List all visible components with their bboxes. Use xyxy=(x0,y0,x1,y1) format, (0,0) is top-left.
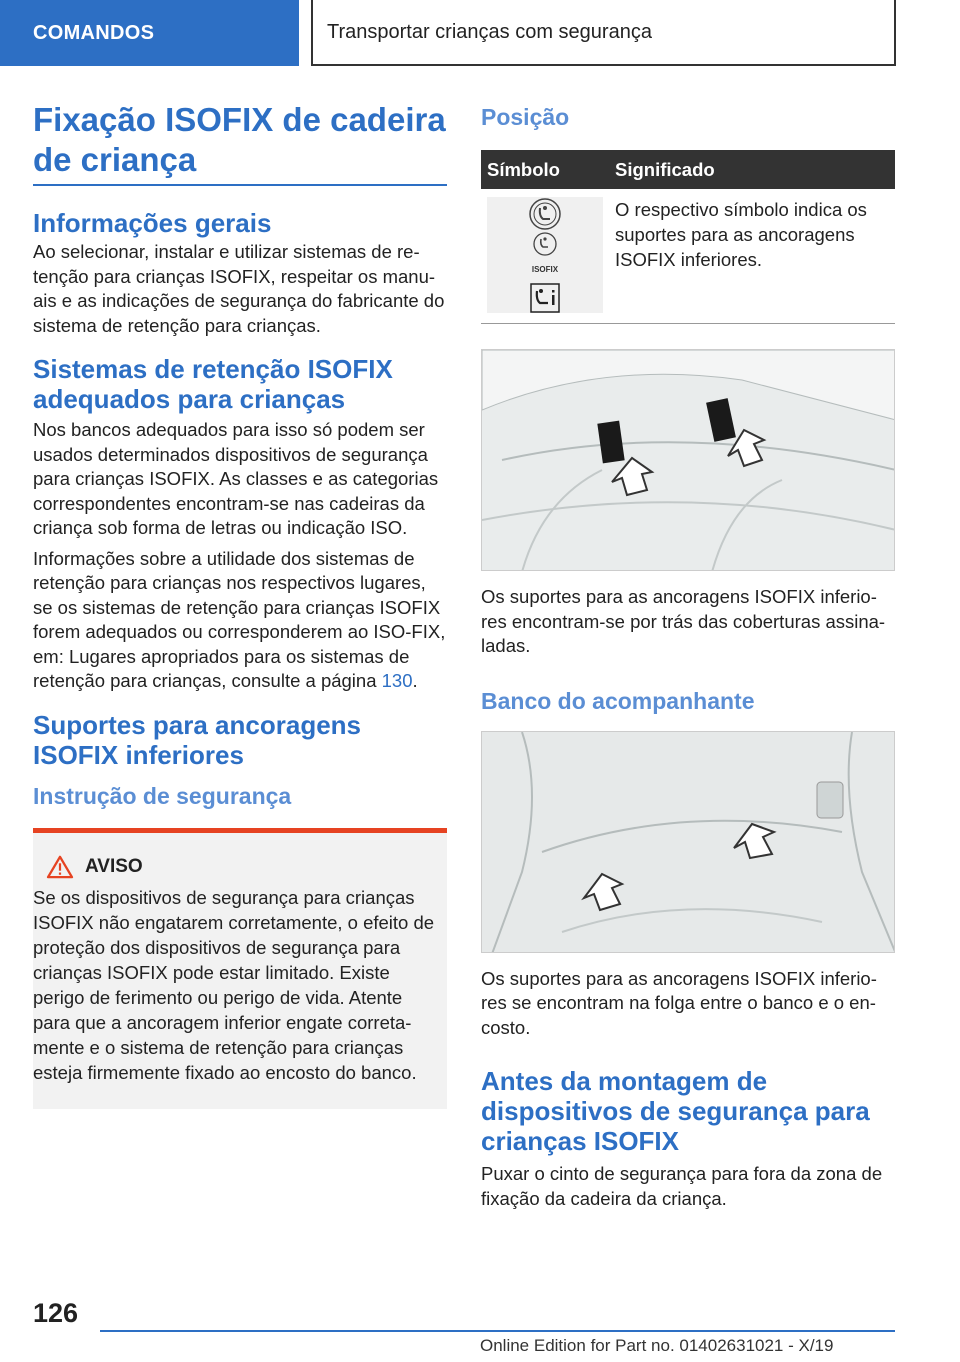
heading-before: Antes da montagem de dispositivos de segurança para crianças ISOFIX xyxy=(481,1066,870,1156)
isofix-icon-label: ISOFIX xyxy=(531,265,559,275)
warning-label: AVISO xyxy=(85,855,143,877)
symbol-cell xyxy=(481,189,609,324)
table-header-symbol: Símbolo xyxy=(481,150,609,189)
meaning-cell: O respectivo símbolo indica os suportes para as ancoragens ISOFIX inferiores. xyxy=(609,189,895,324)
table-header-row xyxy=(481,150,895,189)
heading-passenger: Banco do acompanhante xyxy=(481,687,755,714)
para-general: Ao selecionar, instalar e utilizar sistemas de re-tenção para crianças ISOFIX, respeitar os manu-ais e as indicações de segurança do fabricante do sistema de retenção para crianças. xyxy=(33,241,445,336)
right-column xyxy=(481,100,895,1211)
left-column xyxy=(33,100,447,1109)
heading-systems: Sistemas de retenção ISOFIX adequados para crianças xyxy=(33,354,393,414)
table-row xyxy=(481,189,895,324)
para-systems-2-text: Informações sobre a utilidade dos sistemas de retenção para crianças nos respectivos lugares, se os sistemas de retenção para crianças ISOFIX forem adequados ou corresponderem ao ISO-FIX, em: Lugares apropriados para os sistemas de retenção para crianças, consulte a página xyxy=(33,547,446,691)
para-systems-2-end: . xyxy=(412,670,418,691)
table-header-meaning: Significado xyxy=(609,150,895,189)
heading-safety: Instrução de segurança xyxy=(33,782,292,809)
heading-position: Posição xyxy=(481,104,570,130)
symbol-table xyxy=(481,150,895,324)
isofix-symbol xyxy=(532,231,558,282)
footer-divider xyxy=(100,1330,895,1332)
caption-passenger: Os suportes para as ancoragens ISOFIX inferio-res se encontram na folga entre o banco e o en-costo. xyxy=(481,967,877,1038)
section-tab xyxy=(0,0,299,66)
heading-general: Informações gerais xyxy=(33,208,272,238)
rear-seat-illustration xyxy=(482,350,895,571)
para-systems-1: Nos bancos adequados para isso só podem ser usados determinados dispositivos de segurança para crianças ISOFIX. As classes e as categorias correspondentes encontram-se nas cadeiras da criança sob forma de letras ou indicação ISO. xyxy=(33,419,439,538)
caption-rear: Os suportes para as ancoragens ISOFIX inferio-res encontram-se por trás das coberturas assina-ladas. xyxy=(481,586,886,656)
heading-supports: Suportes para ancoragens ISOFIX inferiores xyxy=(33,709,361,770)
chapter-header xyxy=(311,0,896,66)
para-systems-2 xyxy=(33,547,447,694)
warning-text: Se os dispositivos de segurança para crianças ISOFIX não engatarem corretamente, o efeito de proteção dos dispositivos de segurança para crianças ISOFIX pode estar limitado. Existe perigo de ferimento ou perigo de vida. Atente para que a ancoragem inferior engate correta-mente e o sistema de retenção para crianças esteja firmemente fixado ao encosto do banco. xyxy=(33,886,435,1083)
warning-triangle-icon xyxy=(45,855,75,879)
passenger-seat-photo xyxy=(481,731,895,953)
page-link[interactable]: 130 xyxy=(381,670,413,691)
para-before: Puxar o cinto de segurança para fora da zona de fixação da cadeira da criança. xyxy=(481,1163,883,1209)
child-seat-info-icon xyxy=(530,283,560,313)
footer-edition: Online Edition for Part no. 01402631021 - X/19 xyxy=(480,1336,834,1355)
isofix-anchor-icon xyxy=(532,231,558,257)
page-title: Fixação ISOFIX de cadeira de criança xyxy=(33,100,447,186)
child-seat-icon xyxy=(528,197,562,231)
passenger-seat-illustration xyxy=(482,732,895,953)
warning-header xyxy=(33,855,435,879)
page-number: 126 xyxy=(33,1298,79,1328)
section-label: COMANDOS xyxy=(33,21,155,44)
chapter-title: Transportar crianças com segurança xyxy=(327,20,652,43)
warning-box xyxy=(33,828,447,1109)
isofix-symbols xyxy=(487,197,603,313)
rear-seat-photo xyxy=(481,349,895,571)
